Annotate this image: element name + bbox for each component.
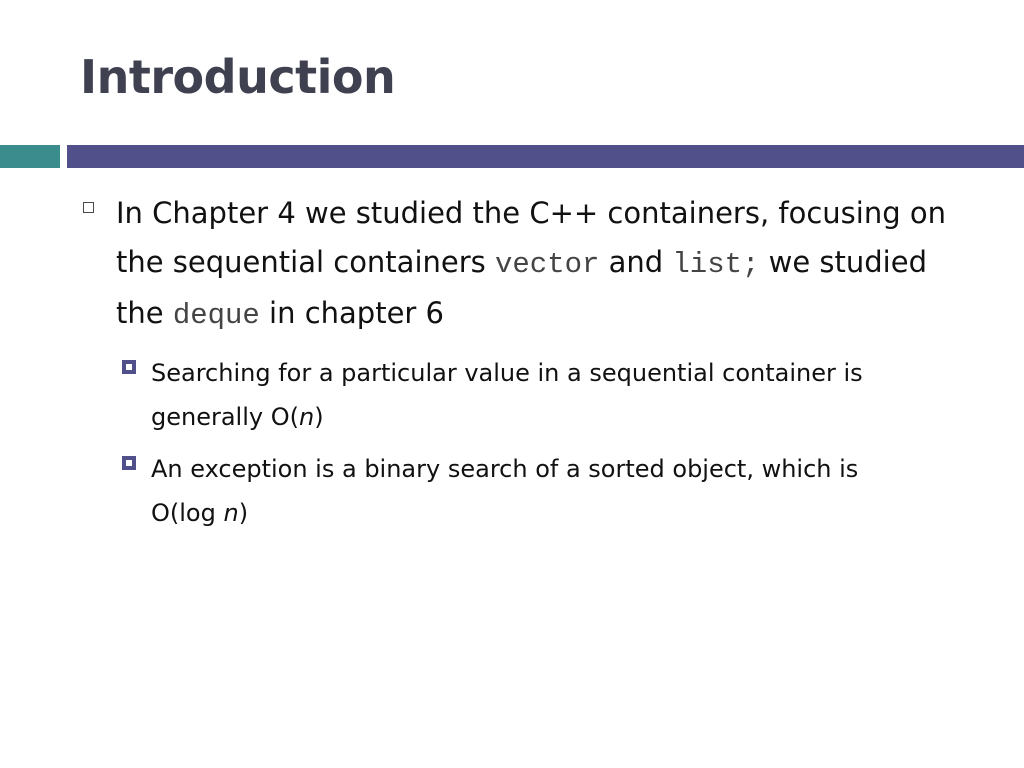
code-vector: vector [494, 248, 600, 281]
bullet-text-part: In Chapter 4 we studied the C++ containers, focusing on the sequential containers [116, 196, 946, 279]
variable-n: n [298, 403, 315, 431]
code-deque: deque [172, 299, 260, 332]
bullet-text-part: and [599, 245, 673, 279]
sub-bullet-text-part: ) [314, 403, 324, 431]
filled-square-bullet-icon [122, 360, 136, 374]
filled-square-bullet-icon [122, 456, 136, 470]
slide-title: Introduction [80, 50, 396, 104]
variable-n: n [223, 499, 239, 527]
bullet-text-part: we studied the [116, 245, 927, 330]
bullet-text [116, 189, 956, 340]
sub-bullet-text [151, 351, 921, 439]
sub-bullet-text [151, 447, 921, 535]
sub-bullet-text-part: Searching for a particular value in a sequential container is generally O( [151, 359, 863, 431]
bullet-text-part: in chapter 6 [259, 296, 445, 330]
sub-bullet-text-part: An exception is a binary search of a sorted object, which is O(log [151, 455, 859, 527]
sub-bullet-text-part: ) [238, 499, 249, 527]
code-list: list; [672, 248, 760, 281]
hollow-square-bullet-icon [83, 202, 94, 213]
